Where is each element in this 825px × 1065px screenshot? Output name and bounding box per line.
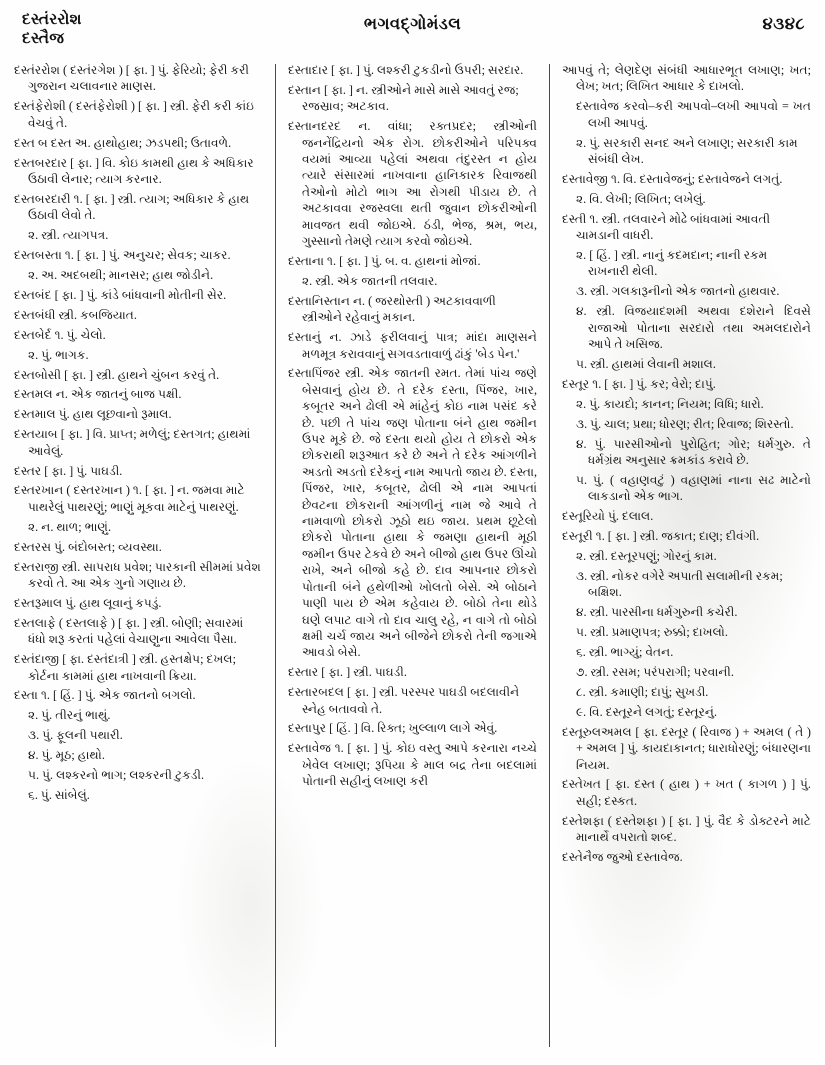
dictionary-column-1 bbox=[14, 62, 263, 807]
dictionary-entry: દસ્તર [ ફા. ] પું. પાઘડી. bbox=[14, 463, 123, 478]
dictionary-sense: ૪. પું. પારસીઓનો પુરોહિત; ગોર; ધર્મગુરુ. તે ધર્મગ્રંથ અનુસાર ક્રમકાંડ કરાવે છે. bbox=[575, 436, 811, 468]
dictionary-entry: દસ્તલાફે ( દસ્તલાફે ) [ ફા. ] સ્ત્રી. બોણી; સવારમાં ધંધો શરૂ કરતાં પહેલાં વેચાણુના આવેલા પૈસા. bbox=[14, 615, 244, 647]
dictionary-sense: ૫. સ્ત્રી. પ્રમાણપત્ર; રુક્કો; દાખલો. bbox=[575, 625, 728, 640]
dictionary-sense: ૨. પું. સરકારી સનદ અને લખાણ; સરકારી કામ સંબંધી લેખ. bbox=[575, 135, 798, 167]
dictionary-entry: દસ્તૂરિયો પું. દલાલ. bbox=[561, 509, 654, 524]
dictionary-title: ભગવદ્ગોમંડલ bbox=[363, 14, 462, 33]
dictionary-entry: દસ્તાના ૧. [ ફા. ] પું. બ. વ. હાથનાં મોજાં. bbox=[287, 253, 481, 268]
dictionary-sense: ૨. પું. કાયદો; કાનન; નિયમ; વિધિ; ધારો. bbox=[575, 396, 764, 411]
running-head bbox=[14, 8, 811, 62]
dictionary-entry: દસ્તાન [ ફા. ] ન. સ્ત્રીઓને માસે માસે આવતું રજ; રજસ્રાવ; અટકાવ. bbox=[287, 82, 519, 114]
column-divider-1 bbox=[275, 64, 276, 1047]
dictionary-sense: ૯. વિ. દસ્તૂરને લગતું; દસ્તૂરનું. bbox=[575, 704, 718, 719]
dictionary-sense: ૪. સ્ત્રી. પારસીના ધર્મગુરુની કચેરી. bbox=[575, 605, 738, 620]
dictionary-entry: દસ્તાનું ન. ઝાડે ફરીલવાનું પાત્ર; માંદા માણસને મળમૂત્ર કરાવવાનું સગવડતાવાળું ઢાંકું 'બેડ પેન.' bbox=[287, 330, 537, 361]
dictionary-entry: દસ્ત બ દસ્ત અ. હાથોહાથ; ઝડપથી; ઉતાવળે. bbox=[14, 135, 232, 150]
dictionary-entry: દસ્તંદાજી [ ફા. દસ્તંદાત્રી ] સ્ત્રી. હસ્તક્ષેપ; દખલ; કોર્ટના કામમાં હાથ નાખવાની ક્રિયા. bbox=[14, 652, 236, 683]
dictionary-column-2 bbox=[288, 62, 537, 793]
dictionary-entry: આપવું તે; લેણદેણ સંબંધી આધારભૂત લખાણ; ખત; લેખ; ખત; લિખિત આધાર કે દાખલો. bbox=[561, 63, 811, 94]
dictionary-entry: દસ્તમલ ન. એક જાતનું બાજ પક્ષી. bbox=[14, 387, 182, 402]
dictionary-sense: ૪. પું. મૂઠ; હાથો. bbox=[28, 748, 105, 763]
dictionary-entry: દસ્તાવેજ ૧. [ ફા. ] પું. કોઇ વસ્તુ આપે કરનારા નચ્ચે ખેવેલ લખાણ; રૂપિયા કે માલ બદ્ર તેના બદલામાં પોતાની સહીનું લખાણ કરી bbox=[287, 741, 537, 789]
running-head-left-line2: દસ્તૈજ bbox=[22, 30, 65, 47]
dictionary-entry: દસ્તેશફા ( દસ્તેશફા ) [ ફા. ] પું. વૈદ કે ડોક્ટરને માટે માનાર્થે વપરાતો શબ્દ. bbox=[561, 813, 811, 845]
dictionary-sense: ૮. સ્ત્રી. કમાણી; દાપું; સુખડી. bbox=[575, 684, 709, 699]
dictionary-entry: દસ્તંરરોશ ( દસ્તંરગેશ ) [ ફા. ] પું. ફેરિયો; ફેરી કરી ગુજરાન ચલાવનાર માણસ. bbox=[14, 63, 249, 94]
dictionary-sense: ૫. સ્ત્રી. હાથમાં લેવાની મશાલ. bbox=[575, 357, 716, 371]
dictionary-entry: દસ્તબંધી સ્ત્રી. કબજિયાત. bbox=[14, 307, 137, 322]
dictionary-entry: દસ્તરસ પું. બંદોબસ્ત; વ્યવસ્થા. bbox=[14, 539, 162, 554]
dictionary-sense: ૨. ન. થાળ; ભાણું. bbox=[28, 519, 112, 534]
dictionary-sense: દસ્તાવેજ કરવો–કરી આપવો–લખી આપવો = ખત લખી આપવું. bbox=[575, 99, 811, 130]
dictionary-entry: દસ્તી ૧. સ્ત્રી. તલવારને મોઢે બાંધવામાં આવતી ચામડાની વાધરી. bbox=[561, 211, 771, 243]
dictionary-entry: દસ્તા ૧. [ હિં. ] પું. એક જાતનો બગલો. bbox=[14, 688, 196, 703]
column-container bbox=[14, 62, 811, 1047]
dictionary-entry: દસ્તાદાર [ ફા. ] પું. લશ્કરી ટુકડીનો ઉપરી; સરદાર. bbox=[287, 63, 524, 77]
dictionary-sense: ૩. સ્ત્રી. નોકર વગેરે અપાતી સલામીની રકમ; બક્ષિશ. bbox=[575, 568, 783, 600]
dictionary-sense: ૨. પું. ભાગક. bbox=[28, 347, 89, 362]
dictionary-entry: દસ્તંફેરોશી ( દસ્તંફેરોશી ) [ ફા. ] સ્ત્રી. ફેરી કરી કાંઇ વેચવું તે. bbox=[14, 99, 254, 130]
dictionary-sense: ૩. સ્ત્રી. ગલકારૂનીનો એક જાતનો હાથવાર. bbox=[575, 284, 780, 299]
dictionary-sense: ૭. સ્ત્રી. રસમ; પરંપરાગી; પરવાની. bbox=[575, 665, 734, 679]
dictionary-sense: ૬. સ્ત્રી. ભાગ્યું; વેતન. bbox=[575, 645, 674, 660]
dictionary-sense: ૨. વિ. લેખી; લિખિત; લખેલું. bbox=[575, 191, 706, 206]
column-divider-2 bbox=[549, 64, 550, 1047]
dictionary-entry: દસ્તયાબ [ ફા. ] વિ. પ્રાપ્ત; મળેલું; દસ્તગત; હાથમાં આવેલું. bbox=[14, 427, 251, 458]
dictionary-sense: ૨. અ. અદબથી; માનસર; હાથ જોડીને. bbox=[28, 267, 214, 282]
dictionary-entry: દસ્તબેર્દ ૧. પું. ચેલો. bbox=[14, 327, 106, 342]
dictionary-sense: ૨. સ્ત્રી. ત્યાગપત્ર. bbox=[28, 228, 109, 243]
dictionary-entry: દસ્તારબદલ [ ફા. ] સ્ત્રી. પરસ્પર પાઘડી બદલાવીને સ્નેહ બતાવવો તે. bbox=[287, 685, 520, 716]
dictionary-entry: દસ્તૂર ૧. [ ફા. ] પું. કર; વેરો; દાપું. bbox=[561, 376, 716, 391]
dictionary-sense: ૫. પું. ( વહાણવટું ) વહાણમાં નાના સઢ માટેનો લાકડાનો એક ભાગ. bbox=[575, 472, 811, 504]
dictionary-entry: દસ્તૂરુલઅમલ [ ફા. દસ્તૂર ( રિવાજ ) + અમલ ( તે ) + અમલ ] પું. કાયદાકાનત; ધારાધોરણું; બંધારણના નિયમ. bbox=[561, 724, 811, 772]
dictionary-entry: દસ્તરૂમાલ પું. હાથ લૂવાનું કપડું. bbox=[14, 595, 162, 610]
running-head-left-line1: દસ્તંરરોશ bbox=[22, 11, 82, 28]
dictionary-entry: દસ્તબરદારી ૧. [ ફા. ] સ્ત્રી. ત્યાગ; અધિકાર કે હાથ ઉઠાવી લેવો તે. bbox=[14, 191, 250, 223]
dictionary-sense: ૨. પું. તીરનું ભાથું. bbox=[28, 708, 111, 723]
dictionary-column-3 bbox=[562, 62, 811, 869]
dictionary-sense: ૪. સ્ત્રી. વિજયાદશમી અથવા દશેરાને દિવસે રાજાઓ પોતાના સરદારો તથા અમલદારોને આપે તે ખસિજ. bbox=[575, 304, 811, 352]
dictionary-entry: દસ્તાર [ ફા. ] સ્ત્રી. પાઘડી. bbox=[287, 665, 407, 680]
dictionary-entry: દસ્તબસ્તા ૧. [ ફા. ] પું. અનુચર; સેવક; ચાકર. bbox=[14, 248, 231, 263]
dictionary-entry: દસ્તરાજી સ્ત્રી. સાપરાધ પ્રવેશ; પારકાની સીમમાં પ્રવેશ કરવો તે. આ એક ગુનો ગણાય છે. bbox=[14, 559, 261, 590]
dictionary-entry: દસ્તાનિસ્તાન ન. ( જરથોસ્તી ) અટકાવવાળી સ્ત્રીઓને રહેવાનું મકાન. bbox=[287, 293, 496, 325]
dictionary-entry: દસ્તરખાન ( દસ્તરખાન ) ૧. [ ફા. ] ન. જમવા માટે પાથરેલું પાથરણું; ભાણું મૂકવા માટેનું પાથરણું. bbox=[14, 483, 245, 514]
dictionary-sense: ૩. પું. ફૂલની પથારી. bbox=[28, 728, 123, 743]
dictionary-sense: ૫. પું. લશ્કરનો ભાગ; લશ્કરની ટુકડી. bbox=[28, 768, 204, 783]
dictionary-sense: ૨. [ હિં. ] સ્ત્રી. નાનું કદમદાન; નાની રકમ રાખનારી થેલી. bbox=[575, 248, 768, 279]
page-number: ૪૩૪૮ bbox=[762, 14, 805, 33]
dictionary-entry: દસ્તબરદાર [ ફા. ] વિ. કોઇ કામથી હાથ કે અધિકાર ઉઠાવી લેનાર; ત્યાગ કરનાર. bbox=[14, 155, 254, 186]
dictionary-entry: દસ્તમાલ પું. હાથ લૂછવાનો રૂમાલ. bbox=[14, 407, 172, 422]
dictionary-sense: ૨. સ્ત્રી. દસ્તૂરપણું; ગોરનું કામ. bbox=[575, 549, 717, 564]
dictionary-entry: દસ્તાનદરદ ન. વાંધા; રક્તપ્રદર; સ્ત્રીઓની જનનેંદ્રિયનો એક રોગ. છોકરીઓને પરિપક્વ વયમાં આવ્યા પહેલાં અથવા તંદુરસ્ત ન હોય ત્યારે સંસારમાં નાખવાના હાનિકારક રિવાજથી તેઓનો મોટો ભાગ આ રોગથી પીડાય છે. તે અટકાવવા રજસ્વલા થતી જુવાન છોકરીઓની માવજત થવી જોઇએ. ઠંડી, ભેજ, શ્રમ, ભય, ગુસ્સાનો તેમણે ત્યાગ કરવો જોઇએ. bbox=[287, 119, 537, 249]
dictionary-sense: ૬. પું. સાંબેલું. bbox=[28, 787, 90, 802]
dictionary-entry: દસ્તાવેજી ૧. વિ. દસ્તાવેજનું; દસ્તાવેજને લગતું. bbox=[561, 171, 783, 186]
dictionary-entry: દસ્તેનૈજ જુઓ દસ્તાવેજ. bbox=[561, 850, 683, 865]
dictionary-entry: દસ્તબોસી [ ફા. ] સ્ત્રી. હાથને ચુંબન કરવું તે. bbox=[14, 367, 220, 382]
dictionary-entry: દસ્તેખત [ ફા. દસ્ત ( હાથ ) + ખત ( કાગળ ) ] પું. સહી; દસ્કત. bbox=[561, 777, 811, 808]
dictionary-sense: ૨. સ્ત્રી. એક જાતની તલવાર. bbox=[301, 273, 438, 288]
dictionary-entry: દસ્તાપુર [ હિં. ] વિ. રિક્ત; ખુલ્લાળ લાગે એવું. bbox=[287, 721, 498, 736]
dictionary-sense: ૩. પું. ચાલ; પ્રથા; ધોરણ; રીત; રિવાજ; શિરસ્તો. bbox=[575, 416, 794, 431]
dictionary-entry: દસ્તાપિંજર સ્ત્રી. એક જાતની રમત. તેમાં પાંચ જણે બેસવાનું હોય છે. તે દરેક દસ્તા, પિંજર, ખાર, કબૂતર અને ઢોલી એ માંહેનું કોઇ નામ પસંદ કરે છે. પછી તે પાંચ જણ પોતાના બંને હાથ જમીન ઉપર મૂકે છે. જે દસ્તા થયો હોય તે છોકરો એક છોકરાથી શરૂઆત કરે છે અને તે દરેક આંગળીને અડતો અડતો દરેકનું નામ આપતો જાય છે. દસ્તા, પિંજર, ખાર, કબૂતર, ઢોલી એ નામ આપતાં છેવટના છોકરાની આંગળીનું નામ જે આવે તે નામવાળો છોકરો ઝૂઠો થઇ જાય. પ્રથમ છૂટેલો છોકરો પોતાના હાથા કે જમણા હાથની મૂઠી જમીન ઉપર ટેકવે છે અને બીજો હાથ ઉપર ઊંચો રાખે, અને બીજો કહે છે. દાવ આપનાર છોકરો પોતાની બંને હથેળીઓ ખોલતો બેસે. એ બોઠાને પાણી પાય છે એમ કહેવાય છે. બોઠો તેના થોડે ઘણે લપાટ વાગે તો દાવ ચાલુ રહે, ન વાગે તો બોઠો ક્ષમી ચર્ચ જાય અને બીજેને છોકરો તેની જગાએ આવડો બેસે. bbox=[287, 366, 537, 660]
dictionary-entry: દસ્તબંદ [ ફા. ] પું. કાંડે બાંધવાની મોતીની સેર. bbox=[14, 287, 227, 302]
page-content-area bbox=[14, 8, 811, 1053]
dictionary-entry: દસ્તૂરી ૧. [ ફા. ] સ્ત્રી. જકાત; દાણ; દીવંગી. bbox=[561, 529, 760, 544]
